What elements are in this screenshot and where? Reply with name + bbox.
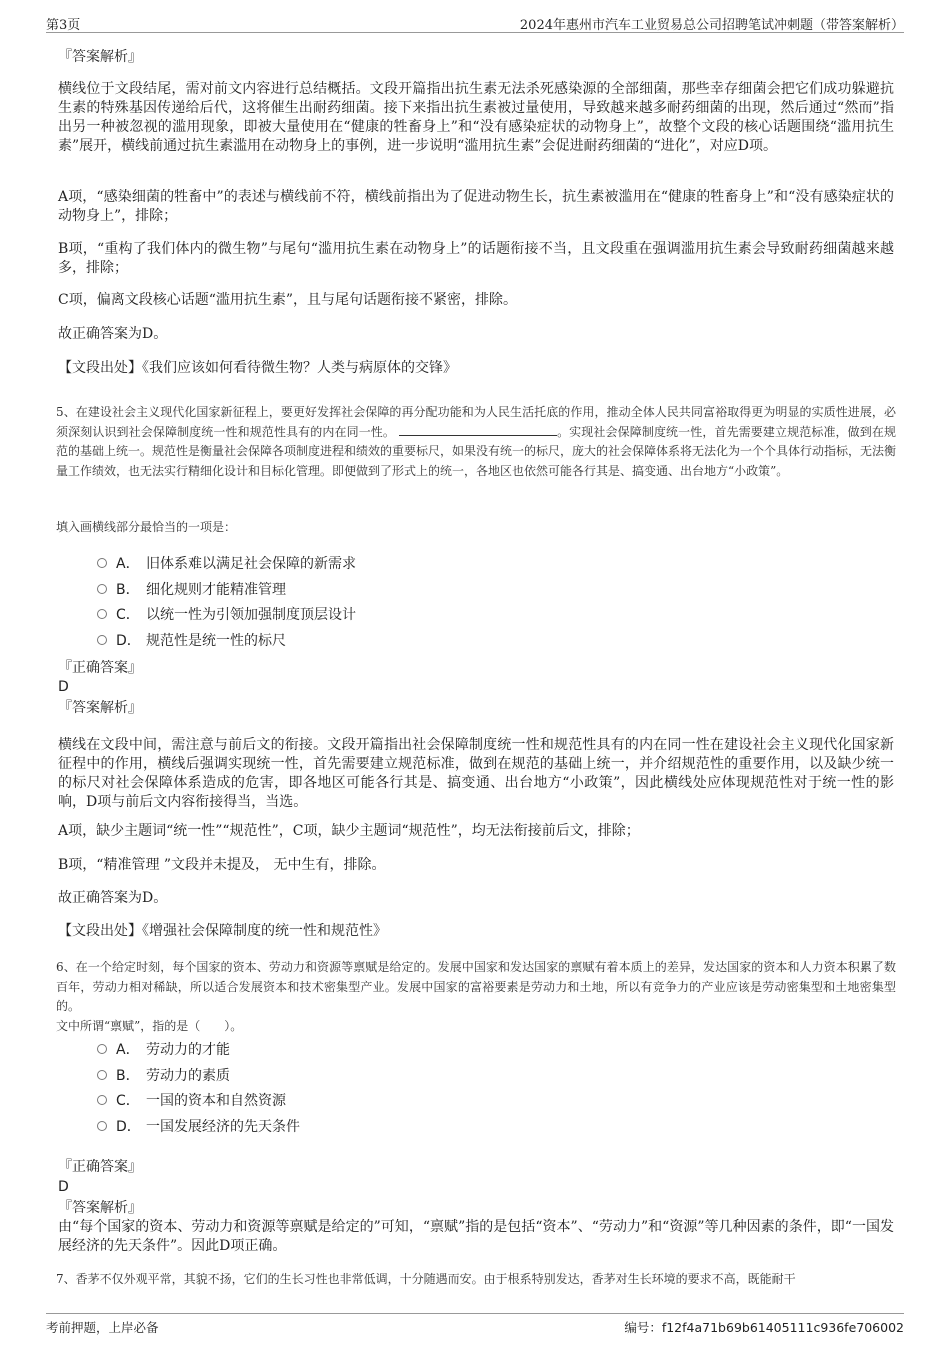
q4-analysis-label: 『答案解析』 [58, 49, 142, 65]
page-number: 第3页 [46, 18, 81, 33]
q6-option-c[interactable]: C． 一国的资本和自然资源 [97, 1091, 286, 1111]
q5-prompt: 填入画横线部分最恰当的一项是： [56, 520, 237, 534]
q5-source: 【文段出处】《增强社会保障制度的统一性和规范性》 [58, 923, 387, 939]
q4-conclusion: 故正确答案为D。 [58, 326, 168, 342]
q6-answer: D [58, 1179, 69, 1195]
page-header [46, 14, 904, 33]
document-title: 2024年惠州市汽车工业贸易总公司招聘笔试冲刺题（带答案解析） [519, 18, 904, 33]
q5-option-a[interactable]: A． 旧体系难以满足社会保障的新需求 [97, 554, 356, 574]
q6-option-b[interactable]: B． 劳动力的素质 [97, 1066, 230, 1086]
radio-icon[interactable] [97, 1121, 107, 1131]
q6-stem: 6、在一个给定时刻，每个国家的资本、劳动力和资源等禀赋是给定的。发展中国家和发达国家的禀赋有着本质上的差异，发达国家的资本和人力资本积累了数百年，劳动力相对稀缺，所以适合发展资本和技术密集型产业。发展中国家的富裕要素是劳动力和土地，所以有竞争力的产业应该是劳动密集型和土地密集型的。 [56, 960, 896, 1013]
q5-analysis-option-ac: A项，缺少主题词“统一性”“规范性”，C项，缺少主题词“规范性”，均无法衔接前后文，排除； [58, 823, 640, 839]
q6-answer-label: 『正确答案』 [58, 1159, 142, 1175]
q5-analysis-option-b: B项，“精准管理 ”文段并未提及， 无中生有，排除。 [58, 857, 386, 873]
q6-analysis-label: 『答案解析』 [58, 1200, 142, 1216]
q6-option-d[interactable]: D． 一国发展经济的先天条件 [97, 1117, 300, 1137]
footer-slogan: 考前押题，上岸必备 [46, 1320, 159, 1335]
q7-stem: 7、香茅不仅外观平常，其貌不扬，它们的生长习性也非常低调，十分随遇而安。由于根系特别发达，香茅对生长环境的要求不高，既能耐干 [56, 1272, 796, 1286]
radio-icon[interactable] [97, 609, 107, 619]
q4-analysis-option-a: A项，“感染细菌的牲畜中”的表述与横线前不符，横线前指出为了促进动物生长，抗生素被滥用在“健康的牲畜身上”和“没有感染症状的动物身上”，排除； [58, 189, 894, 224]
radio-icon[interactable] [97, 1044, 107, 1054]
page-footer [46, 1313, 904, 1336]
q5-stem-after: 。实现社会保障制度统一性，首先需要建立规范标准，做到在规范的基础上统一。规范性是衡量社会保障各项制度进程和绩效的重要标尺，如果没有统一的标尺，庞大的社会保障体系将无法化为一个个具体行动指标，无法衡量工作绩效，也无法实行精细化设计和目标化管理。即便做到了形式上的统一，各地区也依然可能各行其是、搞变通、出台地方“小政策”。 [56, 424, 897, 478]
q5-stem-before: 5、在建设社会主义现代化国家新征程上，要更好发挥社会保障的再分配功能和为人民生活托底的作用，推动全体人民共同富裕取得更为明显的实质性进展，必须深刻认识到社会保障制度统一性和规范性具有的内在同一性。 [56, 405, 896, 439]
q5-analysis-label: 『答案解析』 [58, 700, 142, 716]
q5-fill-blank [399, 423, 557, 436]
q5-option-b[interactable]: B． 细化规则才能精准管理 [97, 580, 286, 600]
radio-icon[interactable] [97, 635, 107, 645]
q5-answer: D [58, 679, 69, 695]
radio-icon[interactable] [97, 1095, 107, 1105]
q5-option-d[interactable]: D． 规范性是统一性的标尺 [97, 631, 286, 651]
q4-analysis-option-b: B项，“重构了我们体内的微生物”与尾句“滥用抗生素在动物身上”的话题衔接不当，且文段重在强调滥用抗生素会导致耐药细菌越来越多，排除； [58, 241, 894, 276]
q5-answer-label: 『正确答案』 [58, 660, 142, 676]
q6-option-a[interactable]: A． 劳动力的才能 [97, 1040, 230, 1060]
q5-conclusion: 故正确答案为D。 [58, 890, 168, 906]
radio-icon[interactable] [97, 1070, 107, 1080]
q6-question: 文中所谓“禀赋”，指的是（ ）。 [56, 1019, 243, 1033]
q4-analysis-option-c: C项，偏离文段核心话题“滥用抗生素”，且与尾句话题衔接不紧密，排除。 [58, 292, 518, 308]
q5-stem [56, 403, 896, 481]
document-id: 编号：f12f4a71b69b61405111c936fe706002 [624, 1320, 904, 1335]
q5-option-c[interactable]: C． 以统一性为引领加强制度顶层设计 [97, 605, 356, 625]
radio-icon[interactable] [97, 558, 107, 568]
radio-icon[interactable] [97, 584, 107, 594]
q4-source: 【文段出处】《我们应该如何看待微生物？人类与病原体的交锋》 [58, 360, 457, 376]
q4-analysis-paragraph: 横线位于文段结尾，需对前文内容进行总结概括。文段开篇指出抗生素无法杀死感染源的全部细菌，那些幸存细菌会把它们成功躲避抗生素的特殊基因传递给后代，这将催生出耐药细菌。接下来指出抗生素被过量使用，导致越来越多耐药细菌的出现，然后通过“然而”指出另一种被忽视的滥用现象，即被大量使用在“健康的牲畜身上”和“没有感染症状的动物身上”，故整个文段的核心话题围绕“滥用抗生素”展开，横线前通过抗生素滥用在动物身上的事例，进一步说明“滥用抗生素”会促进耐药细菌的“进化”，对应D项。 [58, 81, 894, 154]
q5-analysis-paragraph: 横线在文段中间，需注意与前后文的衔接。文段开篇指出社会保障制度统一性和规范性具有的内在同一性在建设社会主义现代化国家新征程中的作用，横线后强调实现统一性，首先需要建立规范标准，做到在规范的基础上统一，并介绍规范性的重要作用，以及缺少统一的标尺对社会保障体系造成的危害，即各地区可能各行其是、搞变通、出台地方“小政策”，因此横线处应体现规范性对于统一性的影响，D项与前后文内容衔接得当，当选。 [58, 737, 894, 810]
q6-analysis: 由“每个国家的资本、劳动力和资源等禀赋是给定的”可知，“禀赋”指的是包括“资本”、“劳动力”和“资源”等几种因素的条件，即“一国发展经济的先天条件”。因此D项正确。 [58, 1219, 894, 1254]
